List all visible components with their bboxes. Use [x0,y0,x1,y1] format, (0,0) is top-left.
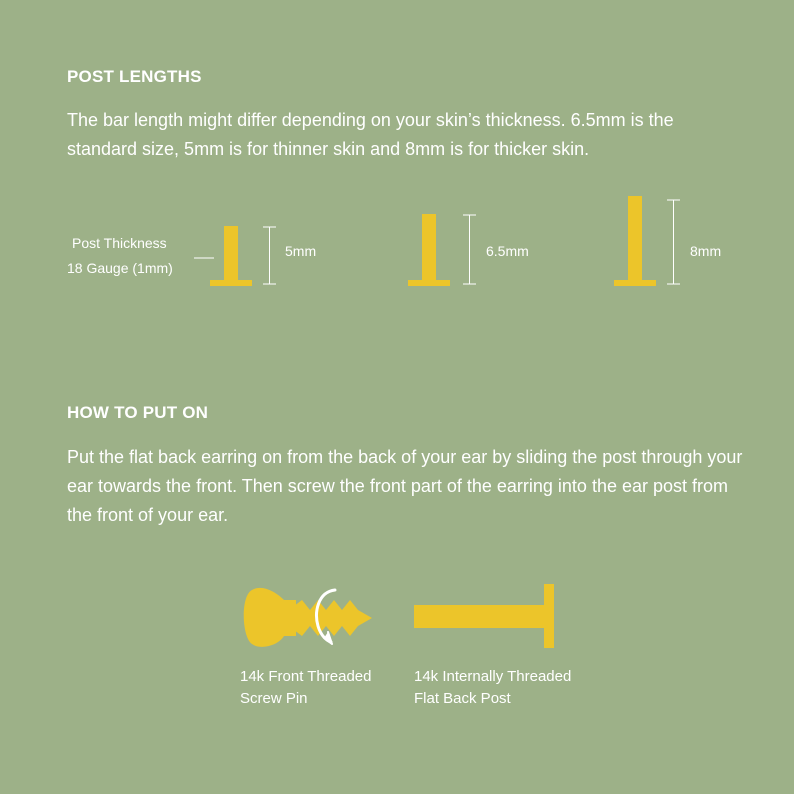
screw-pin-icon [244,588,372,647]
post-lengths-heading: POST LENGTHS [67,67,202,86]
post-6-5mm-icon [408,214,450,286]
post-lengths-description: The bar length might differ depending on your skin’s thickness. 6.5mm is the standard size, 5mm is for thinner skin and 8mm is for thicker skin. [67,110,674,159]
screw-pin-label-line1: 14k Front Threaded [240,668,372,685]
dimension-6-5mm [463,215,476,284]
dimension-8mm [667,200,680,284]
flat-back-label-line2: Flat Back Post [414,690,511,707]
post-thickness-label: Post Thickness [72,235,167,251]
flat-back-post-icon [414,584,554,648]
how-to-description: Put the flat back earring on from the back of your ear by sliding the post through your ear towards the front. Then screw the front part of the earring into the ear post from the front of your ear. [67,447,743,525]
size-label-5mm: 5mm [285,243,317,259]
post-8mm-icon [614,196,656,286]
screw-pin-label-line2: Screw Pin [240,690,308,707]
how-to-heading: HOW TO PUT ON [67,403,209,422]
size-label-8mm: 8mm [690,243,722,259]
flat-back-label-line1: 14k Internally Threaded [414,668,572,685]
post-5mm-icon [210,226,252,286]
post-gauge-label: 18 Gauge (1mm) [67,260,173,276]
size-label-6-5mm: 6.5mm [486,243,529,259]
dimension-5mm [263,227,276,284]
